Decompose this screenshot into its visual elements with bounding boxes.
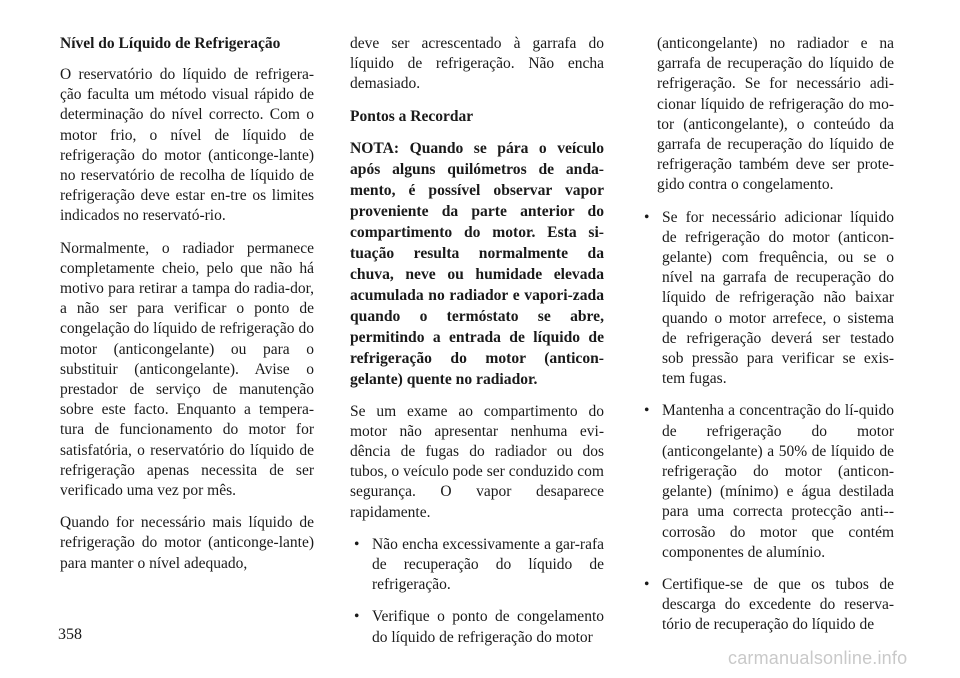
bullet-list — [350, 535, 604, 648]
note-block: NOTA: Quando se pára o veículo após alguns quilómetros de anda-mento, é possível observar vapor proveniente da parte anterior do compartimento do motor. Esta si-tuação resulta normalmente da chuva, neve ou humidade elevada acumulada no radiador e vapori-zada quando o termóstato se abre, permitindo a entrada de líquido de refrigeração do motor (anticon-gelante) quente no radiador. — [350, 139, 604, 388]
list-item: • Não encha excessivamente a gar-rafa de recuperação do líquido de refrigeração. — [350, 535, 604, 596]
list-item: • Mantenha a concentração do lí-quido de refrigeração do motor (anticongelante) a 50% de líquido de refrigeração do motor (anticon-gelante) (mínimo) e água destilada para uma correcta protecção anti--corrosão do motor que contém componentes de alumínio. — [640, 401, 894, 563]
section-heading-points-to-remember: Pontos a Recordar — [350, 107, 474, 125]
column-right — [640, 34, 894, 648]
list-item-continuation: (anticongelante) no radiador e na garrafa de recuperação do líquido de refrigeração. Se for necessário adi-cionar líquido de refrigeração do mo-tor (anticongelante), o conteúdo da garrafa de recuperação do líquido de refrigeração também deve ser prote-gido contra o congelamento. — [657, 35, 894, 194]
paragraph: O reservatório do líquido de refrigera-ção faculta um método visual rápido de determinação do nível correcto. Com o motor frio, o nível de líquido de refrigeração do motor (anticonge-lante) no reservatório de recolha de líquido de refrigeração deve estar en-tre os limites indicados no reservató-rio. — [60, 66, 314, 225]
column-left — [60, 34, 314, 586]
list-item: • Certifique-se de que os tubos de descarga do excedente do reserva-tório de recuperação do líquido de — [640, 575, 894, 636]
column-middle — [350, 34, 604, 660]
watermark: carmanualsonline.info — [728, 648, 908, 668]
section-heading-coolant-level: Nível do Líquido de Refrigeração — [60, 35, 281, 52]
paragraph: Quando for necessário mais líquido de refrigeração do motor (anticonge-lante) para manter o nível adequado, — [60, 514, 314, 572]
page-number: 358 — [58, 626, 82, 643]
bullet-list — [640, 34, 894, 636]
paragraph: deve ser acrescentado à garrafa do líquido de refrigeração. Não encha demasiado. — [350, 35, 604, 93]
list-item: • Se for necessário adicionar líquido de refrigeração do motor (anticon-gelante) com frequência, ou se o nível na garrafa de recuperação do líquido de refrigeração não baixar quando o motor arrefece, o sistema de refrigeração deverá ser testado sob pressão para verificar se exis-tem fugas. — [640, 208, 894, 390]
list-item: • Verifique o ponto de congelamento do líquido de refrigeração do motor — [350, 607, 604, 647]
paragraph: Normalmente, o radiador permanece completamente cheio, pelo que não há motivo para retirar a tampa do radia-dor, a não ser para verificar o ponto de congelação do líquido de refrigeração do motor (anticongelante) ou para o substituir (anticongelante). Avise o prestador de serviço de manutenção sobre este facto. Enquanto a tempera-tura de funcionamento do motor for satisfatória, o reservatório do líquido de refrigeração apenas necessita de ser verificado uma vez por mês. — [60, 239, 314, 500]
paragraph: Se um exame ao compartimento do motor não apresentar nenhuma evi-dência de fugas do radiador ou dos tubos, o veículo pode ser conduzido com segurança. O vapor desaparece rapidamente. — [350, 402, 604, 521]
